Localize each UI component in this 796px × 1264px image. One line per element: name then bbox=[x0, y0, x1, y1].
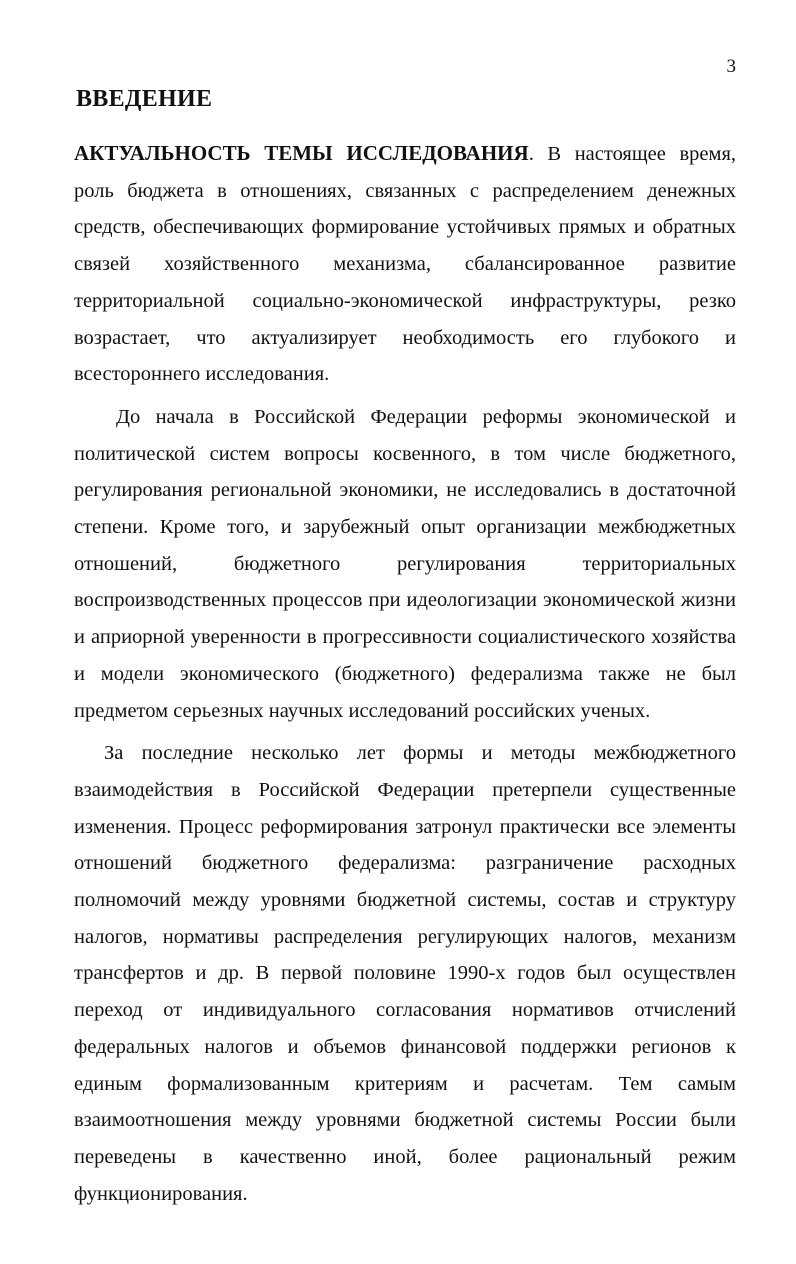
paragraph-text: . В настоящее время, роль бюджета в отношениях, связанных с распределением денежных средств, обеспечивающих формирование устойчивых прямых и обратных связей хозяйственного механизма, сбалансированное развитие территориальной социально-экономической инфраструктуры, резко возрастает, что актуализирует необходимость его глубокого и всестороннего исследования. bbox=[74, 143, 737, 386]
body-text bbox=[74, 135, 736, 1212]
paragraph-before-reform: До начала в Российской Федерации реформы экономической и политической систем вопросы косвенного, в том числе бюджетного, регулирования региональной экономики, не исследовались в достаточной степени. Кроме того, и зарубежный опыт организации межбюджетных отношений, бюджетного регулирования территориальных воспроизводственных процессов при идеологизации экономической жизни и априорной уверенности в прогрессивности социалистического хозяйства и модели экономического (бюджетного) федерализма также не был предметом серьезных научных исследований российских ученых. bbox=[74, 405, 736, 722]
section-heading: ВВЕДЕНИЕ bbox=[76, 86, 213, 112]
paragraph-relevance bbox=[74, 135, 736, 393]
page-number: 3 bbox=[726, 56, 736, 77]
paragraph-recent-changes: За последние несколько лет формы и методы межбюджетного взаимодействия в Российской Федерации претерпели существенные изменения. Процесс реформирования затронул практически все элементы отношений бюджетного федерализма: разграничение расходных полномочий между уровнями бюджетной системы, состав и структуру налогов, нормативы распределения регулирующих налогов, механизм трансфертов и др. В первой половине 1990-х годов был осуществлен переход от индивидуального согласования нормативов отчислений федеральных налогов и объемов финансовой поддержки регионов к единым формализованным критериям и расчетам. Тем самым взаимоотношения между уровнями бюджетной системы России были переведены в качественно иной, более рациональный режим функционирования. bbox=[74, 742, 736, 1205]
paragraph-lead: АКТУАЛЬНОСТЬ ТЕМЫ ИССЛЕДОВАНИЯ bbox=[74, 141, 529, 165]
